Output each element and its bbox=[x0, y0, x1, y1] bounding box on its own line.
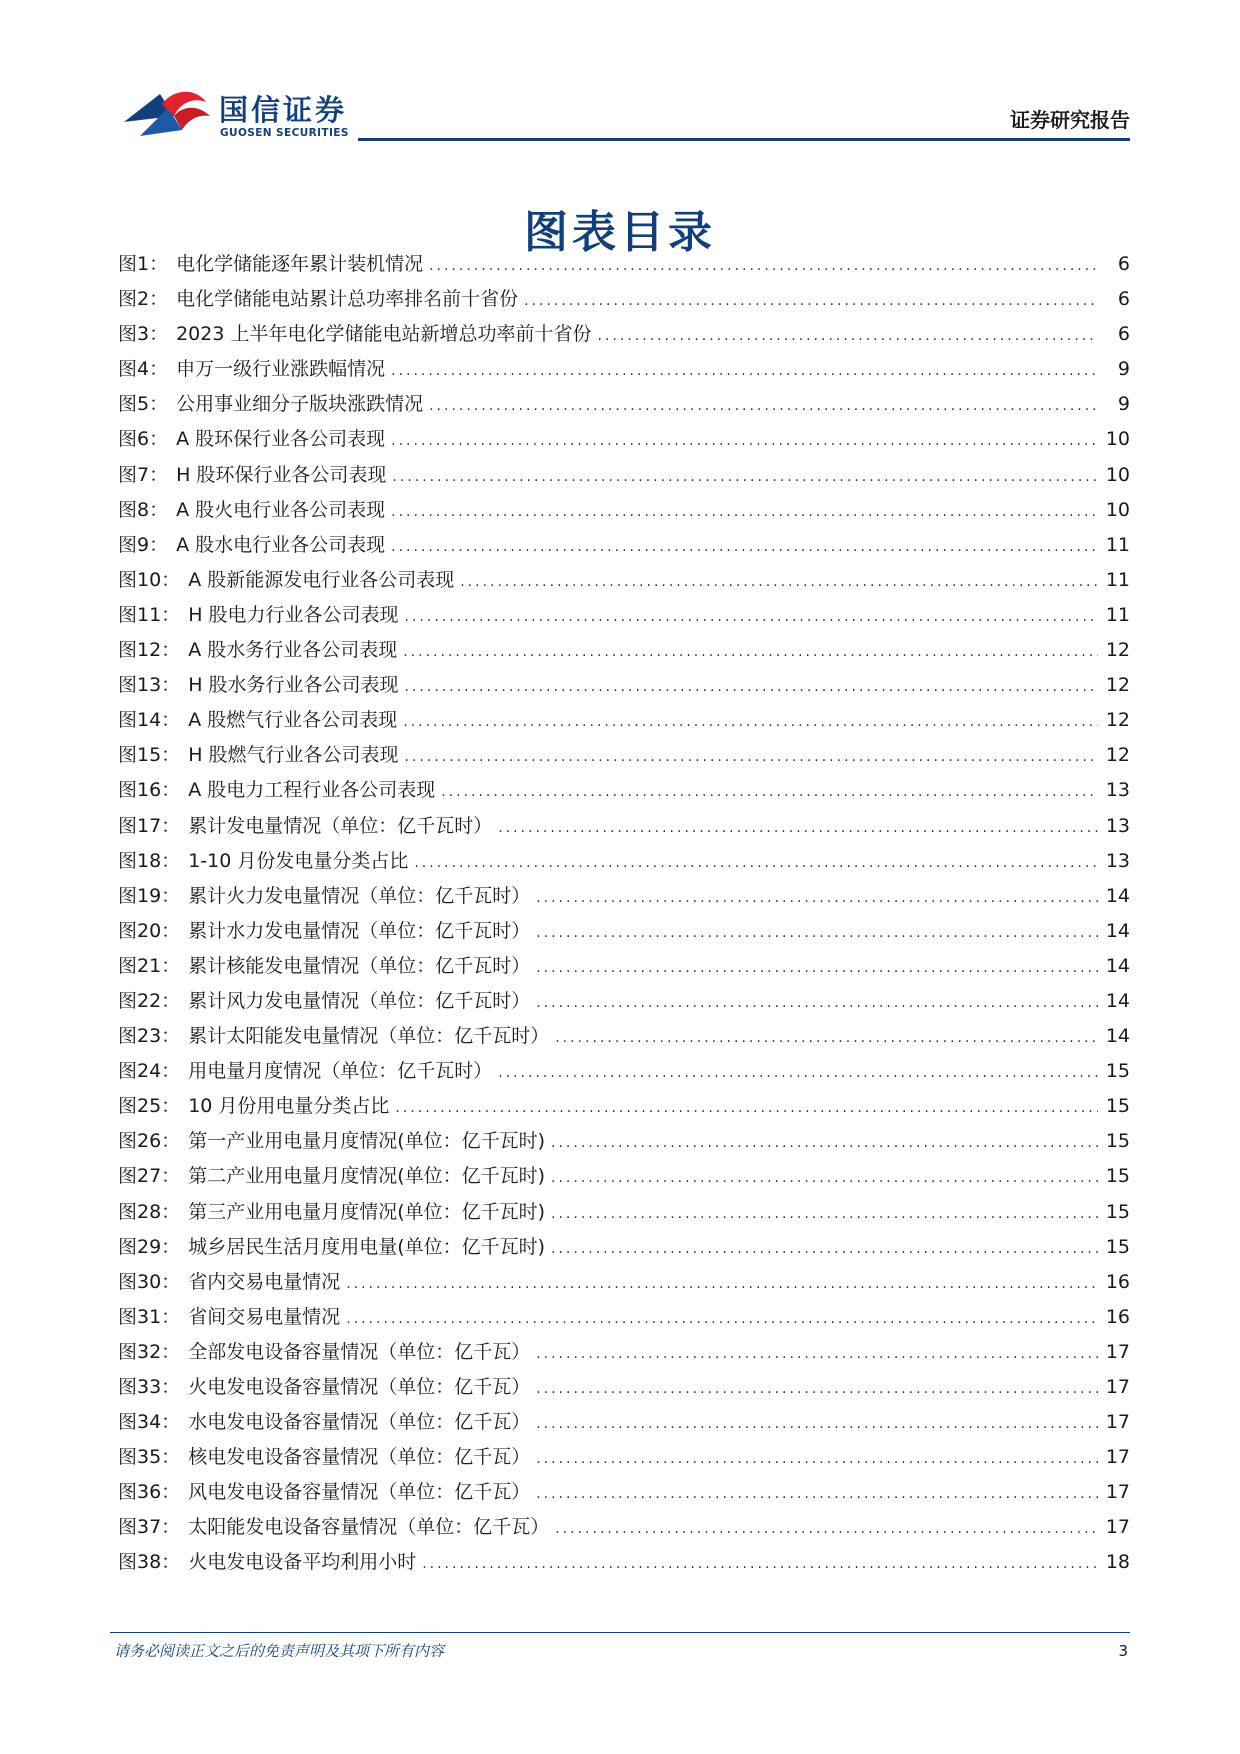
toc-dot-leader bbox=[391, 504, 1098, 520]
toc-figure-title: 全部发电设备容量情况（单位：亿千瓦） bbox=[188, 1340, 531, 1363]
report-type-label: 证券研究报告 bbox=[1010, 108, 1130, 132]
toc-figure-number: 图27： bbox=[118, 1165, 181, 1188]
toc-figure-number: 图3： bbox=[118, 323, 169, 346]
toc-figure-number: 图18： bbox=[118, 849, 181, 872]
toc-figure-title: 累计水力发电量情况（单位：亿千瓦时） bbox=[188, 919, 531, 942]
toc-figure-number: 图28： bbox=[118, 1200, 181, 1223]
toc-entry[interactable] bbox=[118, 284, 1130, 319]
toc-figure-title: 累计发电量情况（单位：亿千瓦时） bbox=[188, 814, 493, 837]
toc-page-number: 17 bbox=[1105, 1481, 1130, 1504]
toc-page-number: 14 bbox=[1105, 884, 1130, 907]
toc-figure-title: 累计太阳能发电量情况（单位：亿千瓦时） bbox=[188, 1025, 550, 1048]
toc-figure-title: 10 月份用电量分类占比 bbox=[188, 1095, 390, 1118]
toc-figure-title: 太阳能发电设备容量情况（单位：亿千瓦） bbox=[188, 1516, 550, 1539]
toc-entry[interactable] bbox=[118, 1232, 1130, 1267]
toc-page-number: 17 bbox=[1105, 1411, 1130, 1434]
toc-page-number: 17 bbox=[1105, 1446, 1130, 1469]
toc-figure-number: 图36： bbox=[118, 1481, 181, 1504]
toc-dot-leader bbox=[391, 539, 1098, 555]
toc-entry[interactable] bbox=[118, 951, 1130, 986]
toc-page-number: 10 bbox=[1105, 498, 1130, 521]
toc-figure-number: 图17： bbox=[118, 814, 181, 837]
toc-figure-title: 1-10 月份发电量分类占比 bbox=[188, 849, 409, 872]
toc-entry[interactable] bbox=[118, 635, 1130, 670]
toc-figure-title: H 股燃气行业各公司表现 bbox=[188, 744, 399, 767]
toc-dot-leader bbox=[536, 1346, 1098, 1362]
toc-entry[interactable] bbox=[118, 846, 1130, 881]
toc-figure-title: 申万一级行业涨跌幅情况 bbox=[176, 358, 386, 381]
toc-figure-number: 图12： bbox=[118, 639, 181, 662]
toc-dot-leader bbox=[555, 1030, 1098, 1046]
toc-entry[interactable] bbox=[118, 565, 1130, 600]
toc-figure-number: 图35： bbox=[118, 1446, 181, 1469]
toc-page-number: 13 bbox=[1105, 814, 1130, 837]
toc-page-number: 6 bbox=[1117, 288, 1130, 311]
toc-page-number: 12 bbox=[1105, 674, 1130, 697]
toc-figure-number: 图6： bbox=[118, 428, 169, 451]
toc-figure-number: 图14： bbox=[118, 709, 181, 732]
toc-entry[interactable] bbox=[118, 1161, 1130, 1196]
toc-entry[interactable] bbox=[118, 1512, 1130, 1547]
toc-dot-leader bbox=[536, 960, 1098, 976]
toc-dot-leader bbox=[536, 890, 1098, 906]
toc-figure-title: 核电发电设备容量情况（单位：亿千瓦） bbox=[188, 1446, 531, 1469]
toc-page-number: 14 bbox=[1105, 954, 1130, 977]
toc-figure-title: 水电发电设备容量情况（单位：亿千瓦） bbox=[188, 1411, 531, 1434]
toc-figure-title: 省内交易电量情况 bbox=[188, 1270, 341, 1293]
toc-page-number: 15 bbox=[1105, 1060, 1130, 1083]
toc-page-number: 10 bbox=[1105, 428, 1130, 451]
toc-figure-title: 火电发电设备容量情况（单位：亿千瓦） bbox=[188, 1376, 531, 1398]
toc-page-number: 10 bbox=[1105, 463, 1130, 486]
toc-dot-leader bbox=[551, 1135, 1098, 1151]
toc-dot-leader bbox=[536, 925, 1098, 941]
toc-page-number: 6 bbox=[1117, 253, 1130, 275]
toc-figure-title: A 股电力工程行业各公司表现 bbox=[188, 779, 436, 802]
toc-dot-leader bbox=[536, 1381, 1098, 1397]
toc-figure-number: 图33： bbox=[118, 1376, 181, 1398]
toc-page-number: 16 bbox=[1105, 1270, 1130, 1293]
toc-page-number: 12 bbox=[1105, 709, 1130, 732]
toc-entry[interactable] bbox=[118, 1477, 1130, 1512]
toc-page-number: 12 bbox=[1105, 744, 1130, 767]
toc-dot-leader bbox=[536, 1486, 1098, 1502]
toc-dot-leader bbox=[346, 1276, 1098, 1292]
toc-figure-number: 图7： bbox=[118, 463, 169, 486]
toc-entry[interactable] bbox=[118, 670, 1130, 705]
toc-page-number: 17 bbox=[1105, 1376, 1130, 1398]
toc-entry[interactable] bbox=[118, 1126, 1130, 1161]
toc-entry[interactable] bbox=[118, 1442, 1130, 1477]
toc-dot-leader bbox=[391, 363, 1098, 379]
toc-figure-number: 图31： bbox=[118, 1305, 181, 1328]
toc-page-number: 11 bbox=[1105, 533, 1130, 556]
toc-figure-title: 电化学储能电站累计总功率排名前十省份 bbox=[176, 288, 519, 311]
toc-figure-number: 图1： bbox=[118, 253, 169, 275]
toc-figure-title: 第一产业用电量月度情况(单位：亿千瓦时) bbox=[188, 1130, 546, 1153]
toc-page-number: 15 bbox=[1105, 1130, 1130, 1153]
toc-figure-title: A 股燃气行业各公司表现 bbox=[188, 709, 398, 732]
toc-figure-title: 电化学储能逐年累计装机情况 bbox=[176, 253, 424, 275]
toc-page-number: 14 bbox=[1105, 989, 1130, 1012]
toc-entry[interactable] bbox=[118, 775, 1130, 810]
toc-figure-title: 累计火力发电量情况（单位：亿千瓦时） bbox=[188, 884, 531, 907]
toc-entry[interactable] bbox=[118, 1267, 1130, 1302]
toc-page-number: 13 bbox=[1105, 779, 1130, 802]
toc-figure-title: A 股水电行业各公司表现 bbox=[176, 533, 386, 556]
toc-figure-number: 图24： bbox=[118, 1060, 181, 1083]
toc-figure-number: 图38： bbox=[118, 1551, 181, 1574]
toc-figure-number: 图13： bbox=[118, 674, 181, 697]
toc-dot-leader bbox=[405, 679, 1098, 695]
toc-entry[interactable] bbox=[118, 1021, 1130, 1056]
toc-entry[interactable] bbox=[118, 530, 1130, 565]
toc-dot-leader bbox=[498, 1065, 1098, 1081]
toc-entry[interactable] bbox=[118, 1091, 1130, 1126]
toc-dot-leader bbox=[405, 749, 1098, 765]
toc-entry[interactable] bbox=[118, 1407, 1130, 1442]
toc-figure-number: 图4： bbox=[118, 358, 169, 381]
toc-dot-leader bbox=[391, 433, 1098, 449]
toc-page-number: 15 bbox=[1105, 1165, 1130, 1188]
toc-dot-leader bbox=[598, 328, 1099, 344]
toc-entry[interactable] bbox=[118, 1056, 1130, 1091]
toc-figure-title: A 股环保行业各公司表现 bbox=[176, 428, 386, 451]
toc-entry[interactable] bbox=[118, 319, 1130, 354]
toc-page-number: 18 bbox=[1105, 1551, 1130, 1574]
toc-page-number: 17 bbox=[1105, 1340, 1130, 1363]
toc-figure-title: 火电发电设备平均利用小时 bbox=[188, 1551, 417, 1574]
toc-figure-number: 图37： bbox=[118, 1516, 181, 1539]
toc-dot-leader bbox=[346, 1311, 1098, 1327]
toc-dot-leader bbox=[555, 1521, 1098, 1537]
toc-entry[interactable] bbox=[118, 1372, 1130, 1407]
toc-entry[interactable] bbox=[118, 600, 1130, 635]
toc-entry[interactable] bbox=[118, 740, 1130, 775]
toc-figure-title: H 股电力行业各公司表现 bbox=[188, 603, 399, 626]
toc-dot-leader bbox=[429, 398, 1098, 414]
header-divider bbox=[358, 138, 1130, 141]
toc-entry[interactable] bbox=[118, 916, 1130, 951]
toc-figure-title: 2023 上半年电化学储能电站新增总功率前十省份 bbox=[176, 323, 592, 346]
toc-page-number: 15 bbox=[1105, 1235, 1130, 1258]
toc-dot-leader bbox=[551, 1206, 1098, 1222]
toc-entry[interactable] bbox=[118, 249, 1130, 284]
toc-page-number: 9 bbox=[1117, 358, 1130, 381]
toc-figure-number: 图15： bbox=[118, 744, 181, 767]
toc-dot-leader bbox=[395, 1100, 1098, 1116]
toc-figure-number: 图21： bbox=[118, 954, 181, 977]
toc-entry[interactable] bbox=[118, 1197, 1130, 1232]
toc-figure-number: 图10： bbox=[118, 568, 181, 591]
toc-page-number: 12 bbox=[1105, 639, 1130, 662]
toc-page-number: 14 bbox=[1105, 1025, 1130, 1048]
toc-figure-number: 图20： bbox=[118, 919, 181, 942]
toc-dot-leader bbox=[460, 574, 1098, 590]
toc-page-number: 15 bbox=[1105, 1200, 1130, 1223]
toc-dot-leader bbox=[536, 1416, 1098, 1432]
toc-figure-title: 省间交易电量情况 bbox=[188, 1305, 341, 1328]
toc-page-number: 6 bbox=[1117, 323, 1130, 346]
toc-figure-number: 图30： bbox=[118, 1270, 181, 1293]
toc-dot-leader bbox=[414, 855, 1098, 871]
toc-entry[interactable] bbox=[118, 354, 1130, 389]
page-number: 3 bbox=[1118, 1642, 1128, 1660]
toc-figure-number: 图26： bbox=[118, 1130, 181, 1153]
toc-dot-leader bbox=[441, 784, 1098, 800]
toc-figure-title: 城乡居民生活月度用电量(单位：亿千瓦时) bbox=[188, 1235, 546, 1258]
toc-figure-number: 图34： bbox=[118, 1411, 181, 1434]
footer-disclaimer: 请务必阅读正文之后的免责声明及其项下所有内容 bbox=[114, 1642, 445, 1660]
toc-figure-title: H 股水务行业各公司表现 bbox=[188, 674, 399, 697]
toc-dot-leader bbox=[403, 714, 1098, 730]
toc-figure-title: 风电发电设备容量情况（单位：亿千瓦） bbox=[188, 1481, 531, 1504]
toc-figure-number: 图9： bbox=[118, 533, 169, 556]
toc-dot-leader bbox=[536, 1451, 1098, 1467]
toc-figure-number: 图16： bbox=[118, 779, 181, 802]
toc-dot-leader bbox=[551, 1241, 1098, 1257]
toc-dot-leader bbox=[524, 293, 1098, 309]
toc-figure-title: A 股新能源发电行业各公司表现 bbox=[188, 568, 455, 591]
toc-figure-title: H 股环保行业各公司表现 bbox=[176, 463, 387, 486]
toc-figure-title: 第二产业用电量月度情况(单位：亿千瓦时) bbox=[188, 1165, 546, 1188]
toc-dot-leader bbox=[405, 609, 1098, 625]
toc-dot-leader bbox=[498, 820, 1098, 836]
toc-figure-number: 图2： bbox=[118, 288, 169, 311]
toc-page-number: 13 bbox=[1105, 849, 1130, 872]
page-header bbox=[0, 0, 1240, 150]
toc-dot-leader bbox=[429, 258, 1098, 274]
toc-figure-title: A 股火电行业各公司表现 bbox=[176, 498, 386, 521]
toc-entry[interactable] bbox=[118, 460, 1130, 495]
toc-figure-title: 用电量月度情况（单位：亿千瓦时） bbox=[188, 1060, 493, 1083]
footer-divider bbox=[110, 1632, 1130, 1633]
toc-figure-number: 图32： bbox=[118, 1340, 181, 1363]
toc-figure-number: 图19： bbox=[118, 884, 181, 907]
toc-page-number: 11 bbox=[1105, 603, 1130, 626]
toc-figure-title: A 股水务行业各公司表现 bbox=[188, 639, 398, 662]
toc-page-number: 17 bbox=[1105, 1516, 1130, 1539]
toc-entry[interactable] bbox=[118, 986, 1130, 1021]
toc-entry[interactable] bbox=[118, 1302, 1130, 1337]
brand-name-cn: 国信证券 bbox=[219, 93, 348, 127]
toc-figure-number: 图29： bbox=[118, 1235, 181, 1258]
toc-page-number: 9 bbox=[1117, 393, 1130, 416]
toc-dot-leader bbox=[536, 995, 1098, 1011]
toc-figure-title: 第三产业用电量月度情况(单位：亿千瓦时) bbox=[188, 1200, 546, 1223]
toc-figure-number: 图25： bbox=[118, 1095, 181, 1118]
toc-figure-title: 公用事业细分子版块涨跌情况 bbox=[176, 393, 424, 416]
toc-dot-leader bbox=[403, 644, 1098, 660]
toc-entry[interactable] bbox=[118, 1337, 1130, 1372]
toc-figure-title: 累计风力发电量情况（单位：亿千瓦时） bbox=[188, 989, 531, 1012]
toc-page-number: 15 bbox=[1105, 1095, 1130, 1118]
toc-entry[interactable] bbox=[118, 881, 1130, 916]
toc-figure-number: 图5： bbox=[118, 393, 169, 416]
toc-figure-number: 图8： bbox=[118, 498, 169, 521]
toc-dot-leader bbox=[551, 1170, 1098, 1186]
toc-entry[interactable] bbox=[118, 705, 1130, 740]
toc-entry[interactable] bbox=[118, 1547, 1130, 1582]
toc-page-number: 16 bbox=[1105, 1305, 1130, 1328]
page-title: 图表目录 bbox=[524, 207, 716, 258]
toc-dot-leader bbox=[422, 1556, 1098, 1572]
toc-page-number: 11 bbox=[1105, 568, 1130, 591]
toc-entry[interactable] bbox=[118, 389, 1130, 424]
toc-figure-number: 图11： bbox=[118, 603, 181, 626]
toc-figure-number: 图22： bbox=[118, 989, 181, 1012]
toc-dot-leader bbox=[392, 469, 1098, 485]
toc-page-number: 14 bbox=[1105, 919, 1130, 942]
table-of-figures bbox=[118, 249, 1130, 1583]
toc-entry[interactable] bbox=[118, 424, 1130, 459]
guosen-logo-icon bbox=[122, 86, 212, 142]
toc-entry[interactable] bbox=[118, 495, 1130, 530]
toc-entry[interactable] bbox=[118, 811, 1130, 846]
brand-name-en: GUOSEN SECURITIES bbox=[220, 127, 349, 139]
toc-figure-number: 图23： bbox=[118, 1025, 181, 1048]
toc-figure-title: 累计核能发电量情况（单位：亿千瓦时） bbox=[188, 954, 531, 977]
